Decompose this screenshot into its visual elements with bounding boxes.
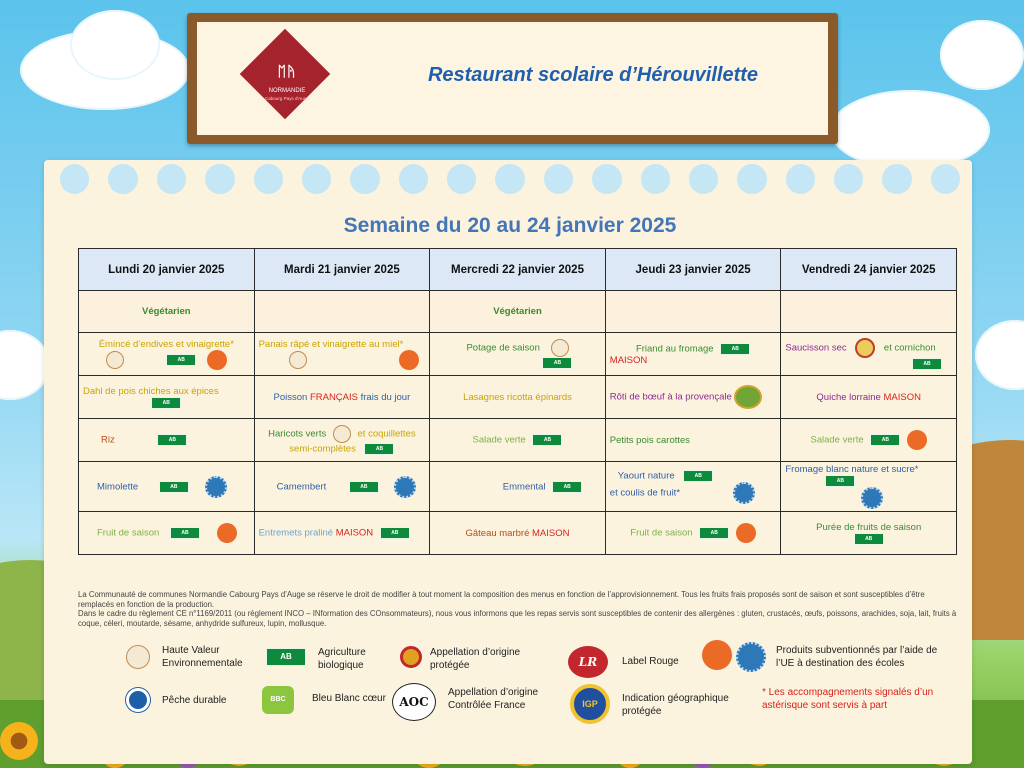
dish-name: Dahl de pois chiches aux épices bbox=[83, 385, 219, 397]
dish-name bbox=[259, 425, 426, 443]
menu-cell bbox=[605, 376, 781, 419]
dish-name-text: Poisson bbox=[273, 391, 310, 403]
day-header: Lundi 20 janvier 2025 bbox=[79, 249, 255, 291]
dish-name-text: Rôti de bœuf à la provençale bbox=[609, 391, 732, 403]
dish-name bbox=[434, 528, 601, 539]
ab-organic-icon: AB bbox=[364, 443, 394, 455]
hve-icon bbox=[551, 339, 569, 357]
ab-organic-icon: AB bbox=[720, 343, 750, 355]
regional-food-icon bbox=[734, 385, 762, 409]
ab-organic-icon: AB bbox=[349, 481, 379, 493]
menu-cell bbox=[781, 512, 957, 555]
cloud-right bbox=[830, 90, 990, 170]
dish-name: Panais râpé et vinaigrette au miel* bbox=[258, 338, 404, 350]
menu-cell bbox=[79, 333, 255, 376]
menu-cell bbox=[781, 333, 957, 376]
binding-hole bbox=[495, 164, 524, 194]
legend-peche: Pêche durable bbox=[162, 695, 227, 706]
logo-name: NORMANDIE bbox=[268, 88, 306, 94]
menu-cell bbox=[430, 333, 606, 376]
dish-name bbox=[785, 392, 952, 403]
dish-name-text: Quiche lorraine bbox=[816, 391, 884, 403]
binding-hole bbox=[737, 164, 766, 194]
dish-name bbox=[610, 343, 777, 355]
dish-name-text: Potage de saison bbox=[466, 342, 540, 354]
eu-fruit-scheme-icon bbox=[702, 640, 732, 670]
legend-ue: Produits subventionnés par l’aide de l’UE à destination des écoles bbox=[776, 645, 938, 669]
cloud-left-2 bbox=[70, 10, 160, 80]
menu-cell bbox=[781, 376, 957, 419]
ab-organic-icon: AB bbox=[157, 434, 187, 446]
ab-organic-icon: AB bbox=[532, 434, 562, 446]
legend-hve: Haute Valeur Environnementale bbox=[162, 645, 243, 669]
vegetarian-label bbox=[254, 291, 430, 333]
logo-mark: ᛖᚤ bbox=[277, 64, 297, 80]
dish-name-text: Mimolette bbox=[97, 481, 139, 493]
dish-name: Petits pois carottes bbox=[609, 434, 691, 446]
header-board bbox=[187, 13, 838, 144]
dish-name bbox=[785, 430, 952, 450]
eu-fruit-scheme-icon bbox=[736, 523, 756, 543]
sunflower bbox=[0, 722, 38, 760]
bleu-blanc-coeur-icon: BBC bbox=[262, 686, 294, 714]
ab-organic-icon: AB bbox=[825, 475, 855, 487]
legend-aoc: Appellation d’origine Contrôlée France bbox=[448, 687, 539, 711]
dish-name-text: Entremets praliné bbox=[258, 527, 336, 539]
page-title: Restaurant scolaire d’Hérouvillette bbox=[427, 64, 759, 86]
binding-hole bbox=[834, 164, 863, 194]
binding-hole bbox=[882, 164, 911, 194]
menu-cell bbox=[254, 376, 430, 419]
eu-fruit-scheme-icon bbox=[907, 430, 927, 450]
dish-name: Émincé d’endives et vinaigrette* bbox=[98, 338, 234, 350]
binding-hole bbox=[399, 164, 428, 194]
ab-organic-icon: AB bbox=[854, 533, 884, 545]
dish-name bbox=[610, 482, 777, 504]
vegetarian-label: Végétarien bbox=[430, 291, 606, 333]
dish-name bbox=[259, 476, 426, 498]
dish-name bbox=[785, 338, 952, 358]
table-row bbox=[79, 512, 957, 555]
dish-name-text: et cornichon bbox=[883, 342, 936, 354]
day-header-row bbox=[79, 249, 957, 291]
day-header: Jeudi 23 janvier 2025 bbox=[605, 249, 781, 291]
logo-subtitle: Cabourg Pays d'Auge bbox=[265, 96, 309, 101]
dish-name: Purée de fruits de saison bbox=[816, 521, 922, 533]
dish-name-text: Friand au fromage bbox=[635, 343, 714, 355]
ab-organic-icon: AB bbox=[166, 354, 196, 366]
menu-cell bbox=[430, 419, 606, 462]
paper-binding-holes bbox=[60, 164, 960, 214]
dish-name bbox=[83, 523, 250, 543]
binding-hole bbox=[108, 164, 137, 194]
aop-icon bbox=[400, 646, 422, 668]
binding-hole bbox=[641, 164, 670, 194]
table-row bbox=[79, 462, 957, 512]
binding-hole bbox=[302, 164, 331, 194]
legend-aop: Appellation d’origine protégée bbox=[430, 647, 521, 671]
day-header: Mardi 21 janvier 2025 bbox=[254, 249, 430, 291]
binding-hole bbox=[447, 164, 476, 194]
disclaimer-notes bbox=[78, 590, 958, 628]
ab-organic-icon: AB bbox=[542, 357, 572, 369]
table-row bbox=[79, 333, 957, 376]
menu-table bbox=[78, 248, 957, 555]
dish-name-text: et coquillettes bbox=[357, 428, 416, 440]
ab-organic-icon: AB bbox=[699, 527, 729, 539]
binding-hole bbox=[350, 164, 379, 194]
ab-organic-icon: AB bbox=[266, 648, 306, 666]
legend-asterisk-note: * Les accompagnements signalés d’un astérisque sont servis à part bbox=[762, 687, 934, 711]
dish-name bbox=[83, 476, 250, 498]
dish-name-text: Riz bbox=[101, 434, 115, 446]
header-board-inner bbox=[197, 22, 828, 135]
menu-cell bbox=[430, 512, 606, 555]
rbs-label-icon bbox=[855, 338, 875, 358]
hve-icon bbox=[333, 425, 351, 443]
eu-milk-scheme-icon bbox=[394, 476, 416, 498]
hve-icon bbox=[289, 351, 307, 369]
binding-hole bbox=[254, 164, 283, 194]
vegetarian-label bbox=[781, 291, 957, 333]
igp-icon: IGP bbox=[570, 684, 610, 724]
dish-name bbox=[434, 339, 601, 357]
legend-label-rouge: Label Rouge bbox=[622, 656, 679, 667]
ab-organic-icon: AB bbox=[870, 434, 900, 446]
hve-icon bbox=[126, 645, 150, 669]
aoc-icon: AOC bbox=[392, 683, 436, 721]
binding-hole bbox=[689, 164, 718, 194]
table-row bbox=[79, 419, 957, 462]
origin-label: FRANÇAIS bbox=[309, 391, 358, 403]
dish-name-text: Salade verte bbox=[810, 434, 864, 446]
dish-name bbox=[259, 527, 426, 539]
vegetarian-row bbox=[79, 291, 957, 333]
binding-hole bbox=[544, 164, 573, 194]
menu-cell bbox=[254, 512, 430, 555]
dish-name bbox=[434, 481, 601, 493]
vegetarian-label bbox=[605, 291, 781, 333]
dish-name-text: Gâteau marbré bbox=[465, 527, 533, 539]
dish-name-text: semi-complètes bbox=[289, 443, 356, 455]
dish-name-text: Fruit de saison bbox=[97, 527, 160, 539]
binding-hole bbox=[592, 164, 621, 194]
menu-cell bbox=[79, 462, 255, 512]
maison-label: MAISON bbox=[883, 391, 921, 403]
dish-name bbox=[610, 385, 777, 409]
notes-paragraph: Dans le cadre du règlement CE n°1169/2011 (ou règlement INCO – INformation des COnsommateurs), nous vous informons que les repas servis sont susceptibles de contenir des allergènes : gluten, crustacés, œufs, poissons, arachides, soja, lait, fruits à coque, céleri, moutarde, sésame, anhydride sulfureux, lupin, mollusque. bbox=[78, 609, 957, 628]
eu-milk-scheme-icon bbox=[205, 476, 227, 498]
dish-name-text: Haricots verts bbox=[268, 428, 327, 440]
eu-milk-scheme-icon bbox=[733, 482, 755, 504]
notes-paragraph: La Communauté de communes Normandie Cabourg Pays d’Auge se réserve le droit de modifier à tout moment la composition des menus en fonction de l’approvisionnement. Tous les fruits frais proposés sont de saison et sont susceptibles d’être remplacés en fonction de la production. bbox=[78, 590, 925, 609]
dish-name-text: Fruit de saison bbox=[630, 527, 693, 539]
menu-cell bbox=[605, 333, 781, 376]
menu-cell bbox=[79, 512, 255, 555]
menu-cell bbox=[430, 462, 606, 512]
dish-name: Fromage blanc nature et sucre* bbox=[785, 464, 919, 475]
dish-name bbox=[434, 434, 601, 446]
binding-hole bbox=[157, 164, 186, 194]
legend-bbc: Bleu Blanc cœur bbox=[312, 693, 386, 704]
dish-name-text: frais du jour bbox=[357, 391, 411, 403]
day-header: Mercredi 22 janvier 2025 bbox=[430, 249, 606, 291]
vegetarian-label: Végétarien bbox=[79, 291, 255, 333]
menu-cell bbox=[79, 376, 255, 419]
ab-organic-icon: AB bbox=[683, 470, 713, 482]
ab-organic-icon: AB bbox=[170, 527, 200, 539]
binding-hole bbox=[205, 164, 234, 194]
binding-hole bbox=[931, 164, 960, 194]
dish-name-text: Camembert bbox=[276, 481, 327, 493]
legend-igp: Indication géographique protégée bbox=[622, 693, 729, 717]
eu-fruit-scheme-icon bbox=[217, 523, 237, 543]
ab-organic-icon: AB bbox=[912, 358, 942, 370]
hve-icon bbox=[106, 351, 124, 369]
menu-cell bbox=[605, 512, 781, 555]
eu-milk-scheme-icon bbox=[736, 642, 766, 672]
maison-label: MAISON bbox=[609, 354, 648, 366]
dish-name-text: Yaourt nature bbox=[617, 470, 675, 482]
ab-organic-icon: AB bbox=[151, 397, 181, 409]
dish-name-text: et coulis de fruit* bbox=[609, 487, 681, 499]
menu-cell bbox=[781, 462, 957, 512]
binding-hole bbox=[786, 164, 815, 194]
binding-hole bbox=[60, 164, 89, 194]
maison-label: MAISON bbox=[532, 527, 570, 539]
dish-name-text: Saucisson sec bbox=[785, 342, 847, 354]
ab-organic-icon: AB bbox=[552, 481, 582, 493]
label-rouge-icon: LR bbox=[568, 646, 608, 678]
dish-name-text: Salade verte bbox=[472, 434, 526, 446]
menu-cell bbox=[605, 419, 781, 462]
dish-name bbox=[83, 434, 250, 446]
dish-name bbox=[610, 523, 777, 543]
eu-fruit-scheme-icon bbox=[207, 350, 227, 370]
eu-fruit-scheme-icon bbox=[399, 350, 419, 370]
menu-cell bbox=[254, 462, 430, 512]
ab-organic-icon: AB bbox=[159, 481, 189, 493]
cloud-side-right bbox=[975, 320, 1024, 390]
dish-name bbox=[259, 443, 426, 455]
menu-cell bbox=[605, 462, 781, 512]
ab-organic-icon: AB bbox=[380, 527, 410, 539]
dish-name-text: Emmental bbox=[502, 481, 546, 493]
maison-label: MAISON bbox=[335, 527, 374, 539]
dish-name: Lasagnes ricotta épinards bbox=[463, 391, 572, 403]
menu-cell bbox=[254, 333, 430, 376]
peche-durable-icon bbox=[126, 688, 150, 712]
day-header: Vendredi 24 janvier 2025 bbox=[781, 249, 957, 291]
menu-cell bbox=[430, 376, 606, 419]
dish-name bbox=[259, 392, 426, 403]
cloud-right-2 bbox=[940, 20, 1024, 90]
dish-name bbox=[610, 470, 777, 482]
menu-cell bbox=[254, 419, 430, 462]
table-row bbox=[79, 376, 957, 419]
menu-cell bbox=[79, 419, 255, 462]
week-title: Semaine du 20 au 24 janvier 2025 bbox=[343, 214, 677, 237]
legend-ab: Agriculture biologique bbox=[318, 647, 366, 671]
eu-milk-scheme-icon bbox=[861, 487, 883, 509]
menu-cell bbox=[781, 419, 957, 462]
cloud-side-left bbox=[0, 330, 50, 400]
